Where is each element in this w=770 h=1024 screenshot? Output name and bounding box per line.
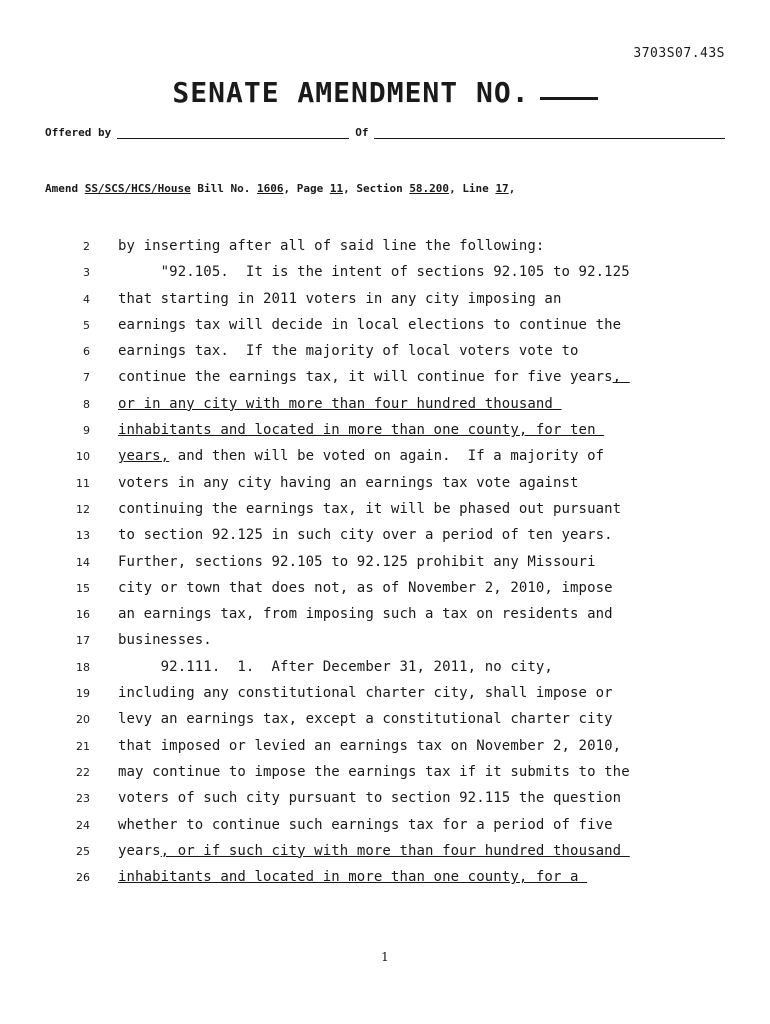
line-text (118, 843, 630, 859)
line-text (118, 343, 579, 359)
offered-by-label: Offered by (45, 126, 112, 139)
text-line (0, 842, 770, 868)
text-segment: earnings tax will decide in local elections to continue the (118, 316, 622, 333)
page-title (0, 76, 770, 109)
line-text (118, 580, 613, 596)
text-line (0, 368, 770, 394)
line-number: 16 (76, 608, 90, 622)
line-number: 15 (76, 581, 90, 595)
line-label: Line (462, 182, 489, 195)
line-number: 8 (83, 397, 90, 411)
line-text (118, 738, 621, 754)
line-number: 18 (76, 660, 90, 674)
bill-no: 1606 (256, 182, 284, 195)
line-number: 4 (83, 292, 90, 306)
text-segment: city or town that does not, as of November 2, 2010, impose (118, 579, 613, 596)
text-segment: 92.111. 1. After December 31, 2011, no city, (118, 658, 553, 675)
line-number: 22 (76, 765, 90, 779)
line-text (118, 817, 613, 833)
line-number: 12 (76, 502, 90, 516)
amendment-body (0, 237, 770, 894)
line-number: 23 (76, 792, 90, 806)
text-segment: voters of such city pursuant to section 92.115 the question (118, 790, 622, 807)
line-text (118, 317, 621, 333)
line-text (118, 422, 604, 438)
line-number: 10 (76, 450, 90, 464)
line-text (118, 527, 613, 543)
text-line (0, 290, 770, 316)
text-line (0, 631, 770, 657)
text-line (0, 710, 770, 736)
text-line (0, 605, 770, 631)
line-text (118, 501, 621, 517)
text-segment: that starting in 2011 voters in any city imposing an (118, 290, 562, 307)
text-line (0, 579, 770, 605)
text-segment: to section 92.125 in such city over a period of ten years. (118, 527, 613, 544)
text-segment: "92.105. It is the intent of sections 92.105 to 92.125 (118, 264, 630, 281)
title-text: SENATE AMENDMENT NO. (172, 76, 530, 109)
text-segment: an earnings tax, from imposing such a tax on residents and (118, 606, 613, 623)
text-line (0, 526, 770, 552)
page-value: 11 (329, 182, 344, 195)
inserted-text: or in any city with more than four hundred thousand (118, 395, 562, 412)
line-number: 11 (76, 476, 90, 490)
text-segment: including any constitutional charter city, shall impose or (118, 685, 613, 702)
text-segment: whether to continue such earnings tax for a period of five (118, 816, 613, 833)
inserted-text: , (612, 369, 630, 386)
line-number: 26 (76, 871, 90, 885)
line-text (118, 685, 613, 701)
line-text (118, 711, 613, 727)
text-line (0, 763, 770, 789)
line-number: 7 (83, 371, 90, 385)
text-line (0, 868, 770, 894)
line-number: 24 (76, 818, 90, 832)
amend-line: Amend SS/SCS/HCS/House Bill No. 1606, Page 11, Section 58.200, Line 17, (45, 182, 516, 195)
text-line (0, 789, 770, 815)
text-line (0, 316, 770, 342)
text-line (0, 474, 770, 500)
inserted-text: years, (118, 448, 170, 465)
text-line (0, 342, 770, 368)
text-segment: that imposed or levied an earnings tax on November 2, 2010, (118, 737, 622, 754)
text-segment: continuing the earnings tax, it will be phased out pursuant (118, 500, 622, 517)
inserted-text: inhabitants and located in more than one county, for ten (118, 422, 605, 439)
text-segment: by inserting after all of said line the following: (118, 238, 545, 254)
text-line (0, 658, 770, 684)
bill-type: SS/SCS/HCS/House (84, 182, 191, 195)
line-text (118, 291, 562, 307)
bill-no-label: Bill No. (197, 182, 251, 195)
text-line (0, 816, 770, 842)
line-number: 9 (83, 424, 90, 438)
line-text (118, 264, 630, 280)
offered-by-blank (117, 126, 349, 139)
offered-by-row (45, 126, 725, 139)
text-line (0, 737, 770, 763)
text-line (0, 500, 770, 526)
text-segment: years (118, 842, 161, 859)
line-number: 17 (76, 634, 90, 648)
line-text (118, 606, 613, 622)
text-line (0, 421, 770, 447)
inserted-text: , or if such city with more than four hundred thousand (160, 842, 630, 859)
text-segment: continue the earnings tax, it will continue for five years (118, 369, 613, 386)
line-text (118, 790, 621, 806)
line-number: 2 (83, 240, 90, 253)
page-number: 1 (381, 950, 389, 964)
text-segment: and then will be voted on again. If a majority of (169, 448, 605, 465)
line-number: 3 (83, 266, 90, 280)
section-value: 58.200 (409, 182, 450, 195)
text-segment: levy an earnings tax, except a constitutional charter city (118, 711, 613, 728)
line-number: 25 (76, 844, 90, 858)
document-id: 3703S07.43S (633, 46, 725, 61)
line-text (118, 475, 579, 491)
of-label: Of (355, 126, 369, 139)
text-line (0, 553, 770, 579)
text-line (0, 447, 770, 473)
line-number: 6 (83, 345, 90, 359)
text-segment: businesses. (118, 632, 212, 649)
line-text (118, 369, 630, 385)
text-segment: earnings tax. If the majority of local voters vote to (118, 343, 579, 360)
of-blank (374, 126, 725, 139)
section-label: Section (356, 182, 403, 195)
line-text (118, 659, 553, 675)
line-text (118, 554, 596, 570)
inserted-text: inhabitants and located in more than one county, for a (118, 869, 588, 886)
text-segment: may continue to impose the earnings tax if it submits to the (118, 763, 630, 780)
line-text (118, 869, 587, 885)
text-line (0, 395, 770, 421)
text-line (0, 263, 770, 289)
line-number: 13 (76, 529, 90, 543)
text-line (0, 684, 770, 710)
page-label: Page (296, 182, 324, 195)
amendment-number-blank (540, 97, 598, 100)
text-segment: voters in any city having an earnings tax vote against (118, 474, 579, 491)
line-number: 5 (83, 318, 90, 332)
line-value: 17 (495, 182, 509, 195)
line-text (118, 238, 544, 254)
text-segment: Further, sections 92.105 to 92.125 prohibit any Missouri (118, 553, 596, 570)
line-number: 20 (76, 713, 90, 727)
line-text (118, 632, 212, 648)
line-text (118, 396, 562, 412)
text-line (0, 237, 770, 263)
line-number: 21 (76, 739, 90, 753)
line-number: 19 (76, 687, 90, 701)
line-number: 14 (76, 555, 90, 569)
line-text (118, 448, 604, 464)
amend-label: Amend (45, 182, 79, 195)
line-text (118, 764, 630, 780)
